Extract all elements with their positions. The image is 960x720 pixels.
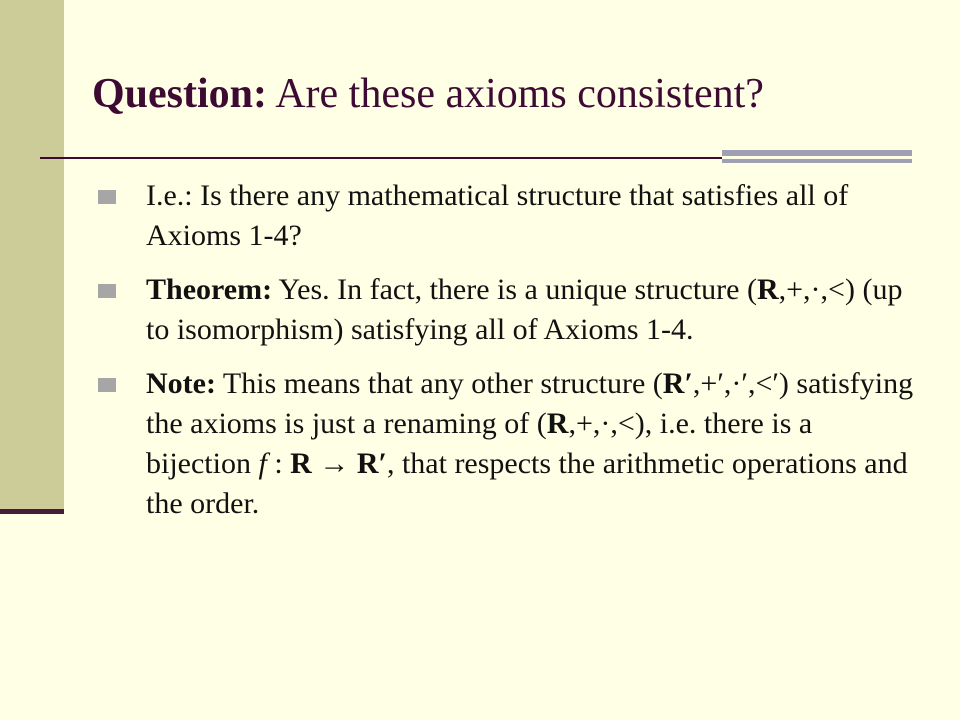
bullet-2-lead: Theorem:: [146, 273, 273, 306]
bullet-3-arrow: →: [311, 447, 357, 480]
square-bullet-icon: [98, 284, 116, 298]
bullet-3-symbol-rprime: R′: [662, 367, 693, 400]
title-rest: Are these axioms consistent?: [267, 71, 764, 117]
left-decorative-band: [0, 0, 64, 512]
bullet-3-symbol-r: R: [546, 407, 569, 440]
bullet-item-2: [92, 270, 922, 350]
square-bullet-icon: [98, 378, 116, 392]
slide-title: [92, 68, 764, 120]
bullet-list: [92, 176, 922, 538]
bullet-1-text: I.e.: Is there any mathematical structure that satisfies all of Axioms 1-4?: [146, 179, 849, 252]
title-underline-accent: [722, 150, 912, 156]
title-bold: Question:: [92, 71, 268, 117]
title-underline-rule: [40, 157, 722, 159]
bullet-3-domain-r: R: [290, 447, 312, 480]
bullet-3-function-f: f: [258, 447, 267, 480]
bullet-item-3: [92, 364, 922, 524]
bullet-3-codomain-rprime: R′: [356, 447, 387, 480]
square-bullet-icon: [98, 190, 116, 204]
bullet-3-text-b: ,+′,·′,<′) satisfying the axioms is just a renaming of (: [146, 367, 914, 440]
bullet-3-lead: Note:: [146, 367, 216, 400]
bullet-2-text-a: Yes. In fact, there is a unique structure (: [272, 273, 757, 306]
title-underline-accent-lower: [722, 159, 912, 163]
bullet-3-text-c: ,+,·,<), i.e. there is a bijection: [146, 407, 813, 480]
bullet-2-symbol-r: R: [756, 273, 779, 306]
bullet-2-text-b: ,+,·,<) (up to isomorphism) satisfying all of Axioms 1-4.: [146, 273, 903, 346]
bullet-3-colon: :: [266, 447, 291, 480]
bullet-3-text-a: This means that any other structure (: [215, 367, 663, 400]
bullet-item-1: [92, 176, 922, 256]
bullet-3-text-d: , that respects the arithmetic operations and the order.: [146, 447, 908, 520]
left-band-accent-line: [0, 509, 64, 514]
